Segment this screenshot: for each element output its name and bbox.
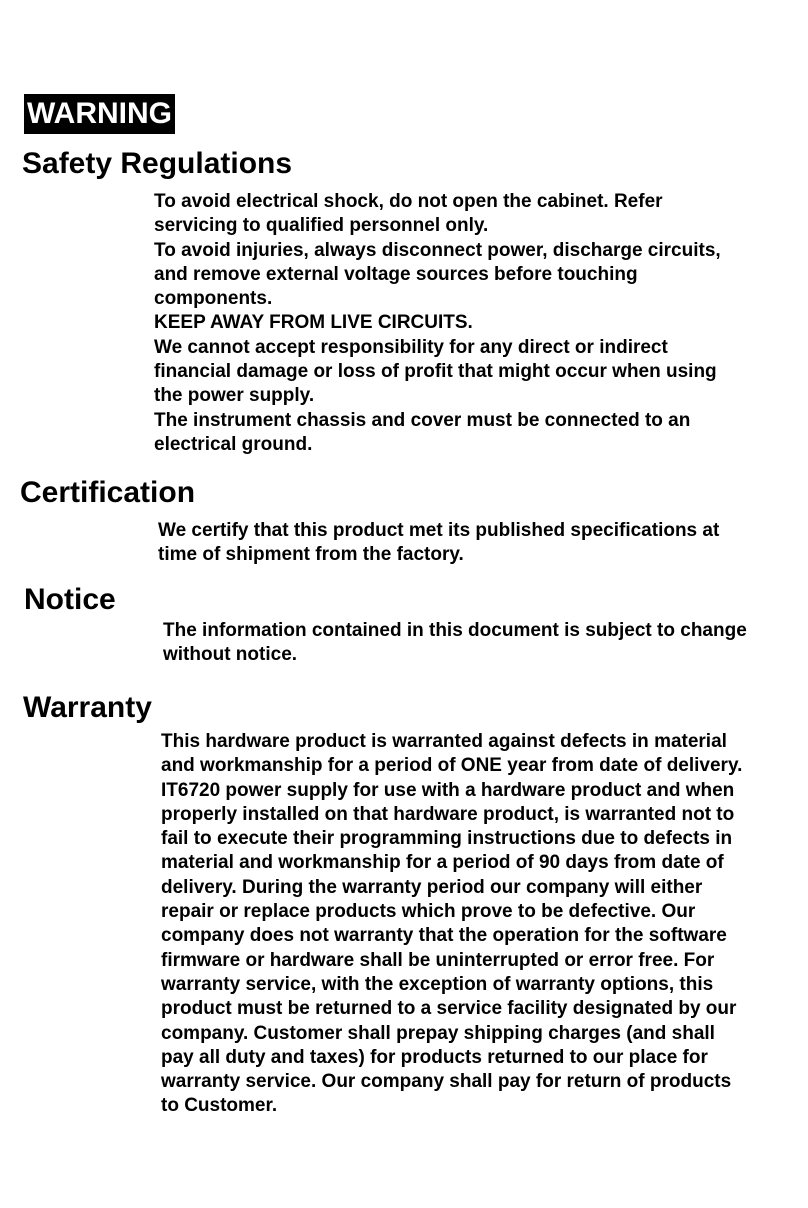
text-line: material and workmanship for a period of 90 days from date of: [161, 852, 724, 874]
safety-regulations-heading: Safety Regulations: [22, 147, 293, 180]
text-line: IT6720 power supply for use with a hardware product and when: [161, 779, 735, 801]
text-line: This hardware product is warranted against defects in material: [161, 731, 727, 752]
text-line: servicing to qualified personnel only.: [154, 215, 489, 237]
text-line: without notice.: [163, 644, 298, 666]
warranty-text: [161, 730, 742, 1119]
text-line: fail to execute their programming instructions due to defects in: [161, 828, 733, 850]
text-line: electrical ground.: [154, 433, 313, 455]
text-line: and workmanship for a period of ONE year from date of delivery.: [161, 755, 743, 777]
text-line: To avoid injuries, always disconnect power, discharge circuits,: [154, 239, 721, 261]
text-line: financial damage or loss of profit that might occur when using: [154, 361, 717, 383]
text-line: product must be returned to a service facility designated by our: [161, 998, 737, 1020]
text-line: KEEP AWAY FROM LIVE CIRCUITS.: [154, 312, 473, 334]
text-line: repair or replace products which prove to be defective. Our: [161, 901, 696, 923]
text-line: warranty service. Our company shall pay for return of products: [161, 1071, 732, 1093]
text-line: We cannot accept responsibility for any direct or indirect: [154, 336, 668, 358]
safety-regulations-text: [154, 190, 721, 457]
text-line: company does not warranty that the operation for the software: [161, 925, 727, 947]
text-line: and remove external voltage sources before touching: [154, 263, 638, 285]
certification-heading: Certification: [20, 476, 196, 509]
text-line: time of shipment from the factory.: [158, 544, 464, 566]
text-line: to Customer.: [161, 1095, 278, 1117]
text-line: company. Customer shall prepay shipping charges (and shall: [161, 1022, 715, 1044]
text-line: warranty service, with the exception of warranty options, this: [161, 973, 714, 995]
certification-text: [158, 519, 719, 568]
text-line: We certify that this product met its published specifications at: [158, 520, 720, 541]
notice-text: [163, 619, 747, 668]
text-line: pay all duty and taxes) for products returned to our place for: [161, 1046, 708, 1068]
notice-heading: Notice: [24, 583, 116, 616]
text-line: firmware or hardware shall be uninterrupted or error free. For: [161, 949, 715, 971]
text-line: the power supply.: [154, 385, 315, 407]
text-line: To avoid electrical shock, do not open the cabinet. Refer: [154, 191, 663, 212]
text-line: components.: [154, 288, 273, 310]
warranty-heading: Warranty: [23, 691, 152, 724]
text-line: The information contained in this document is subject to change: [163, 620, 747, 641]
warning-label: WARNING: [24, 94, 175, 134]
text-line: properly installed on that hardware product, is warranted not to: [161, 803, 735, 825]
text-line: delivery. During the warranty period our company will either: [161, 876, 703, 898]
text-line: The instrument chassis and cover must be connected to an: [154, 409, 691, 431]
